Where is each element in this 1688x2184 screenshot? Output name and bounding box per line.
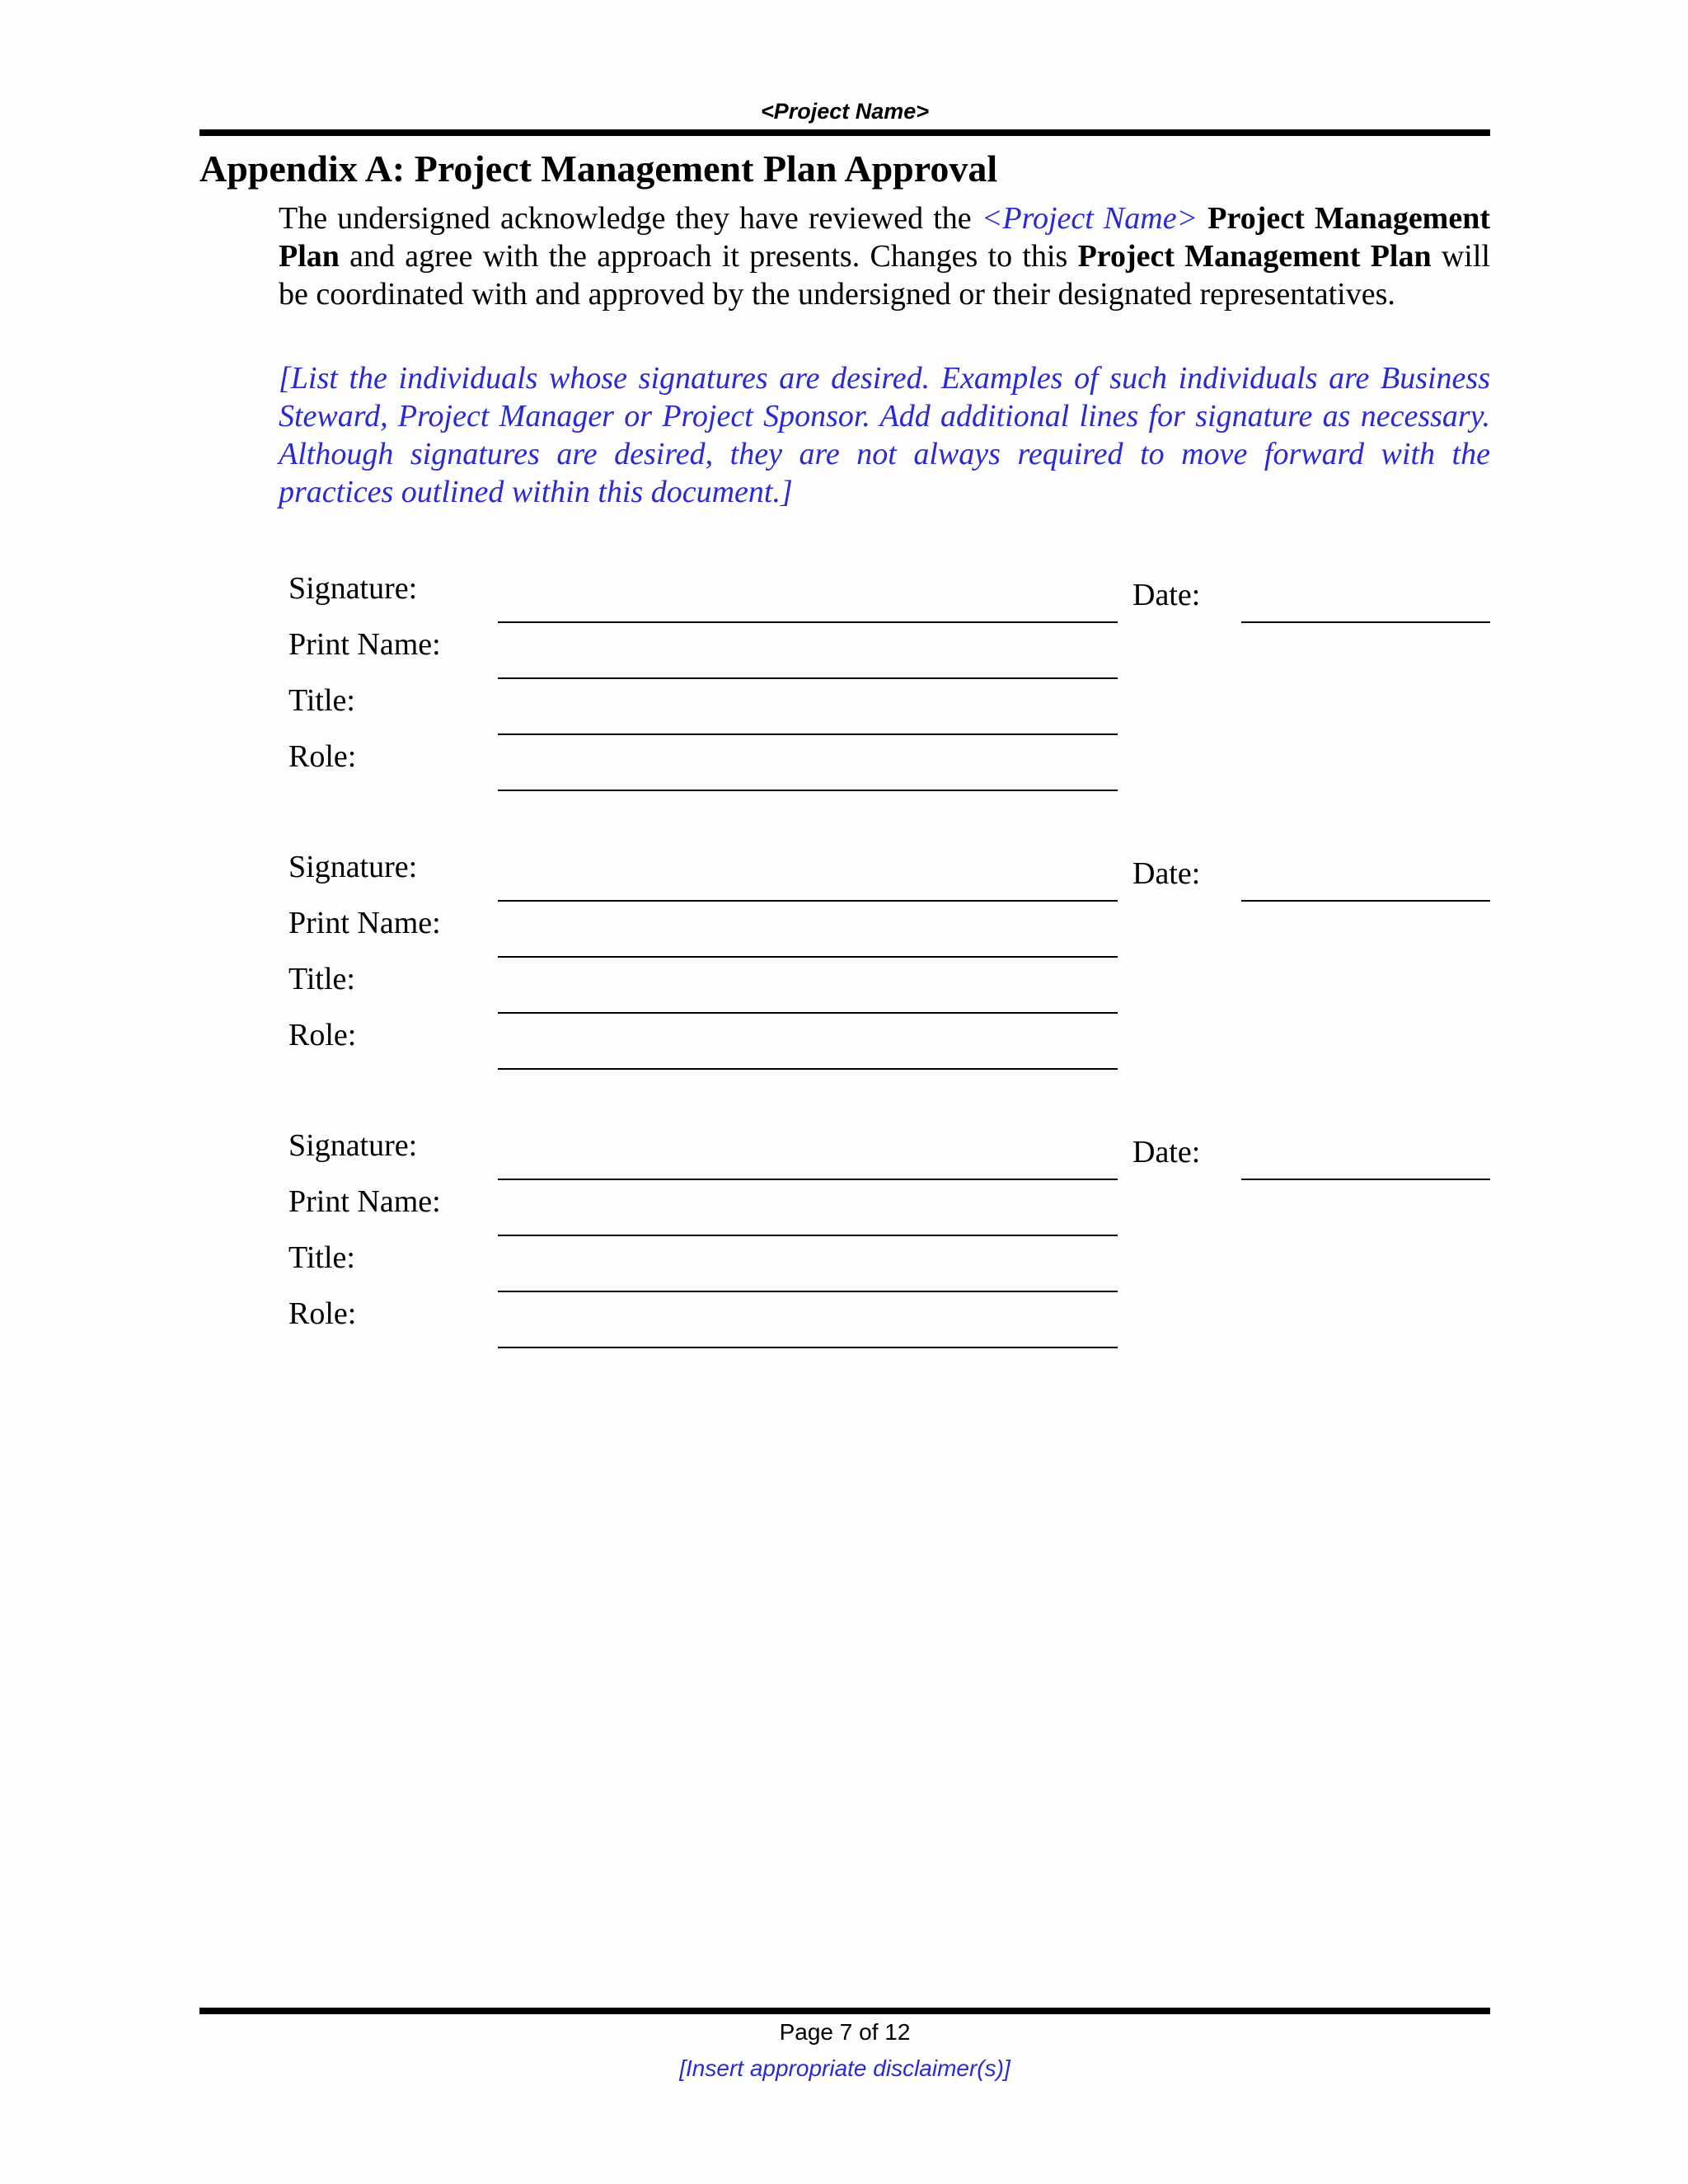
title-label: Title:: [288, 1240, 355, 1275]
signature-label: Signature:: [288, 1128, 418, 1163]
intro-bold-1: Project Management Plan: [279, 201, 1490, 274]
intro-text-1: The undersigned acknowledge they have reviewed the: [279, 201, 982, 236]
role-line[interactable]: [498, 790, 1118, 791]
signature-label: Signature:: [288, 850, 418, 884]
footer-disclaimer: [Insert appropriate disclaimer(s)]: [679, 2055, 1010, 2081]
appendix-title: Appendix A: Project Management Plan Approval: [199, 148, 998, 190]
intro-project-name: <Project Name>: [981, 201, 1198, 236]
title-line[interactable]: [498, 1291, 1118, 1292]
header-project-name: <Project Name>: [760, 99, 930, 124]
role-label: Role:: [288, 739, 357, 774]
date-line[interactable]: [1241, 900, 1490, 902]
date-line[interactable]: [1241, 1179, 1490, 1180]
title-line[interactable]: [498, 733, 1118, 735]
date-label: Date:: [1132, 1135, 1201, 1169]
title-label: Title:: [288, 683, 355, 718]
header-rule: [199, 129, 1490, 136]
date-line[interactable]: [1241, 621, 1490, 623]
print-name-line[interactable]: [498, 677, 1118, 679]
date-label: Date:: [1132, 856, 1201, 891]
intro-paragraph: [279, 199, 1490, 313]
signature-line[interactable]: [498, 900, 1118, 902]
role-label: Role:: [288, 1018, 357, 1052]
role-line[interactable]: [498, 1068, 1118, 1070]
footer-rule: [199, 2008, 1490, 2014]
print-name-label: Print Name:: [288, 1184, 441, 1219]
print-name-line[interactable]: [498, 1235, 1118, 1236]
print-name-label: Print Name:: [288, 627, 441, 662]
signature-line[interactable]: [498, 621, 1118, 623]
signature-line[interactable]: [498, 1179, 1118, 1180]
print-name-label: Print Name:: [288, 906, 441, 940]
intro-text-2: [1198, 201, 1207, 236]
role-label: Role:: [288, 1296, 357, 1331]
signature-label: Signature:: [288, 571, 418, 606]
page-number: Page 7 of 12: [779, 2019, 911, 2045]
print-name-line[interactable]: [498, 956, 1118, 958]
intro-text-4: will be coordinated with and approved by the undersigned or their designated representatives.: [279, 239, 1490, 312]
date-label: Date:: [1132, 578, 1201, 612]
instruction-paragraph: [List the individuals whose signatures are desired. Examples of such individuals are Business Steward, Project Manager or Project Sponsor. Add additional lines for signature as necessary. Although signatures are desired, they are not always required to move forward with the practices outlined within this document.]: [279, 361, 1490, 509]
title-line[interactable]: [498, 1012, 1118, 1014]
intro-text-3: and agree with the approach it presents. Changes to this: [339, 239, 1078, 274]
title-label: Title:: [288, 962, 355, 996]
intro-bold-2: Project Management Plan: [1077, 239, 1432, 274]
role-line[interactable]: [498, 1347, 1118, 1348]
